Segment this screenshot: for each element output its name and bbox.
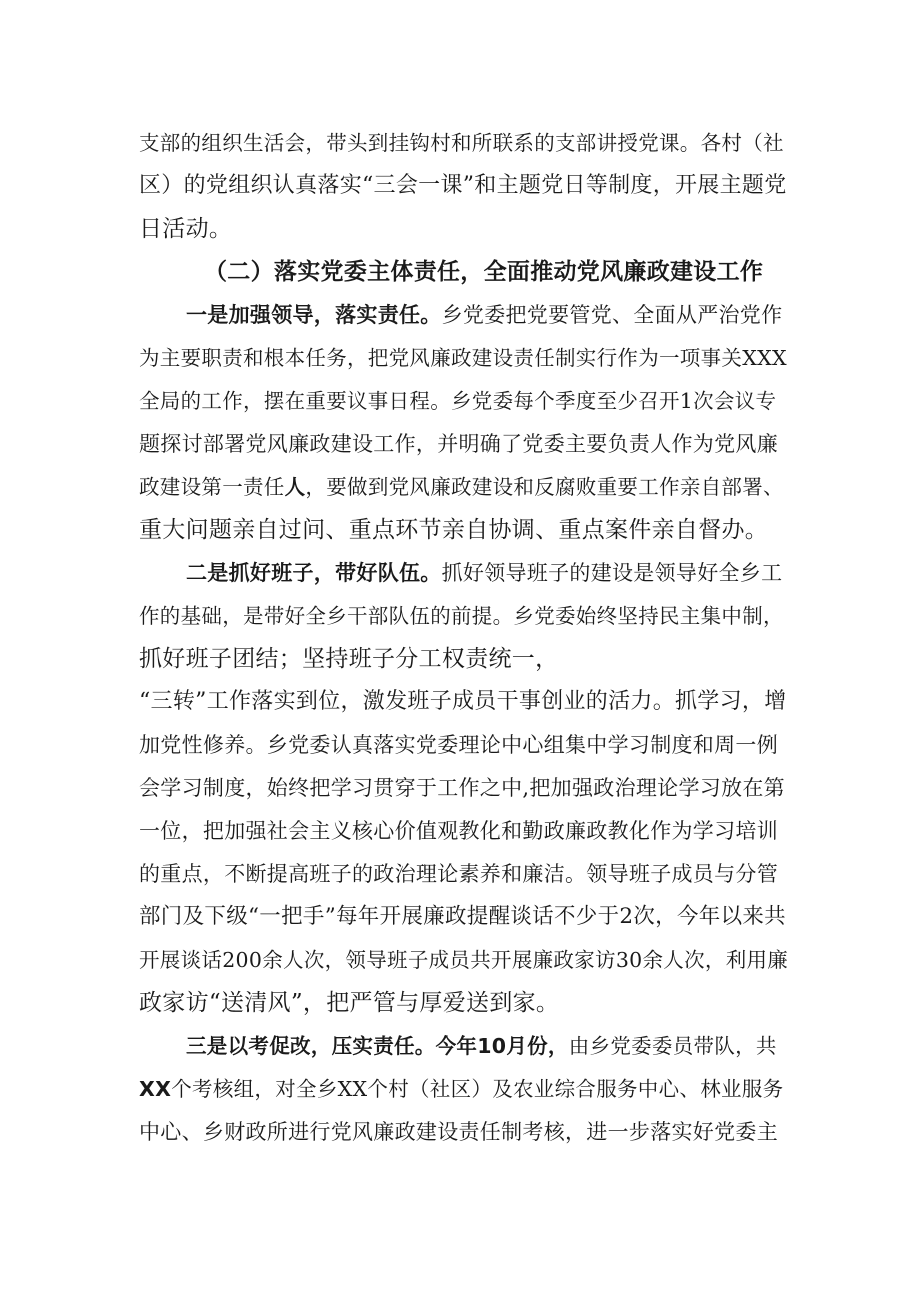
text-line <box>139 1117 778 1147</box>
text-line <box>139 214 232 244</box>
text-line <box>139 644 558 674</box>
text-line <box>139 386 776 416</box>
text-run: 部门及下级“一把手”每年开展廉政提醒谈话不少于2次，今年以来共 <box>139 904 786 929</box>
text-line <box>139 859 778 889</box>
text-run: 全局的工作，摆在重要议事日程。乡党委每个季度至少召开1次会议专 <box>139 389 777 413</box>
text-run: 会学习制度，始终把学习贯穿于工作之中,把加强政治理论学习放在第 <box>139 776 785 800</box>
text-line <box>139 988 559 1018</box>
bold-text: XX <box>139 1077 172 1101</box>
text-line <box>139 773 785 803</box>
text-run: 支部的组织生活会，带头到挂钩村和所联系的支部讲授党课。各村（社 <box>139 131 784 155</box>
text-run: 为主要职责和根本任务，把党风廉政建设责任制实行作为一项事关XXX <box>139 346 787 370</box>
bold-text: 人 <box>284 475 306 499</box>
text-line <box>139 343 787 373</box>
text-run: 由乡党委委员带队，共 <box>568 1034 777 1058</box>
text-run: 重大问题亲自过问、重点环节亲自协调、重点案件亲自督办。 <box>139 517 769 543</box>
bold-text: 一是加强领导，落实责任。 <box>186 303 442 327</box>
text-line <box>186 300 782 330</box>
text-run: 抓好领导班子的建设是领导好全乡工 <box>441 561 783 585</box>
text-run: 加党性修养。乡党委认真落实党委理论中心组集中学习制度和周一例 <box>139 733 778 757</box>
text-line <box>139 1074 783 1104</box>
text-run: 政建设第一责任 <box>139 475 285 499</box>
text-line <box>139 601 784 631</box>
text-line <box>139 515 768 545</box>
text-run: 一位，把加强社会主义核心价值观教化和勤政廉政教化作为学习培训 <box>139 819 778 843</box>
text-run: “三转”工作落实到位，激发班子成员干事创业的活力。抓学习，增 <box>139 689 787 714</box>
text-run: 抓好班子团结；坚持班子分工权责统一， <box>139 646 559 672</box>
text-line <box>186 1031 777 1061</box>
text-line <box>139 730 778 760</box>
text-run: 政家访“送清风”，把严管与厚爱送到家。 <box>139 990 560 1016</box>
text-line <box>139 472 784 502</box>
text-line <box>139 687 787 717</box>
bold-text: 三是以考促改，压实责任。今年10月份， <box>186 1034 569 1058</box>
text-run: 作的基础，是带好全乡干部队伍的前提。乡党委始终坚持民主集中制， <box>139 604 784 628</box>
text-run: 中心、乡财政所进行党风廉政建设责任制考核，进一步落实好党委主 <box>139 1120 778 1144</box>
text-run: 区）的党组织认真落实“三会一课”和主题党日等制度，开展主题党 <box>139 173 787 198</box>
text-run: ，要做到党风廉政建设和反腐败重要工作亲自部署、 <box>305 475 784 499</box>
text-line <box>139 429 778 459</box>
text-line <box>186 558 782 588</box>
bold-text: 二是抓好班子，带好队伍。 <box>186 561 442 585</box>
text-line <box>139 945 788 975</box>
text-run: 乡党委把党要管党、全面从严治党作 <box>441 303 783 327</box>
text-run: 的重点，不断提高班子的政治理论素养和廉洁。领导班子成员与分管 <box>139 862 778 886</box>
text-run: 个考核组，对全乡XX个村（社区）及农业综合服务中心、林业服务 <box>171 1077 784 1101</box>
text-line <box>139 128 784 158</box>
text-line <box>139 171 787 201</box>
text-run: 题探讨部署党风廉政建设工作，并明确了党委主要负责人作为党风廉 <box>139 432 778 456</box>
section-heading <box>204 257 763 287</box>
text-run: 开展谈话200余人次，领导班子成员共开展廉政家访30余人次，利用廉 <box>139 948 789 972</box>
text-line <box>139 816 778 846</box>
text-run: 日活动。 <box>139 216 233 242</box>
bold-text: （二）落实党委主体责任，全面推动党风廉政建设工作 <box>204 259 764 285</box>
text-line <box>139 902 786 932</box>
